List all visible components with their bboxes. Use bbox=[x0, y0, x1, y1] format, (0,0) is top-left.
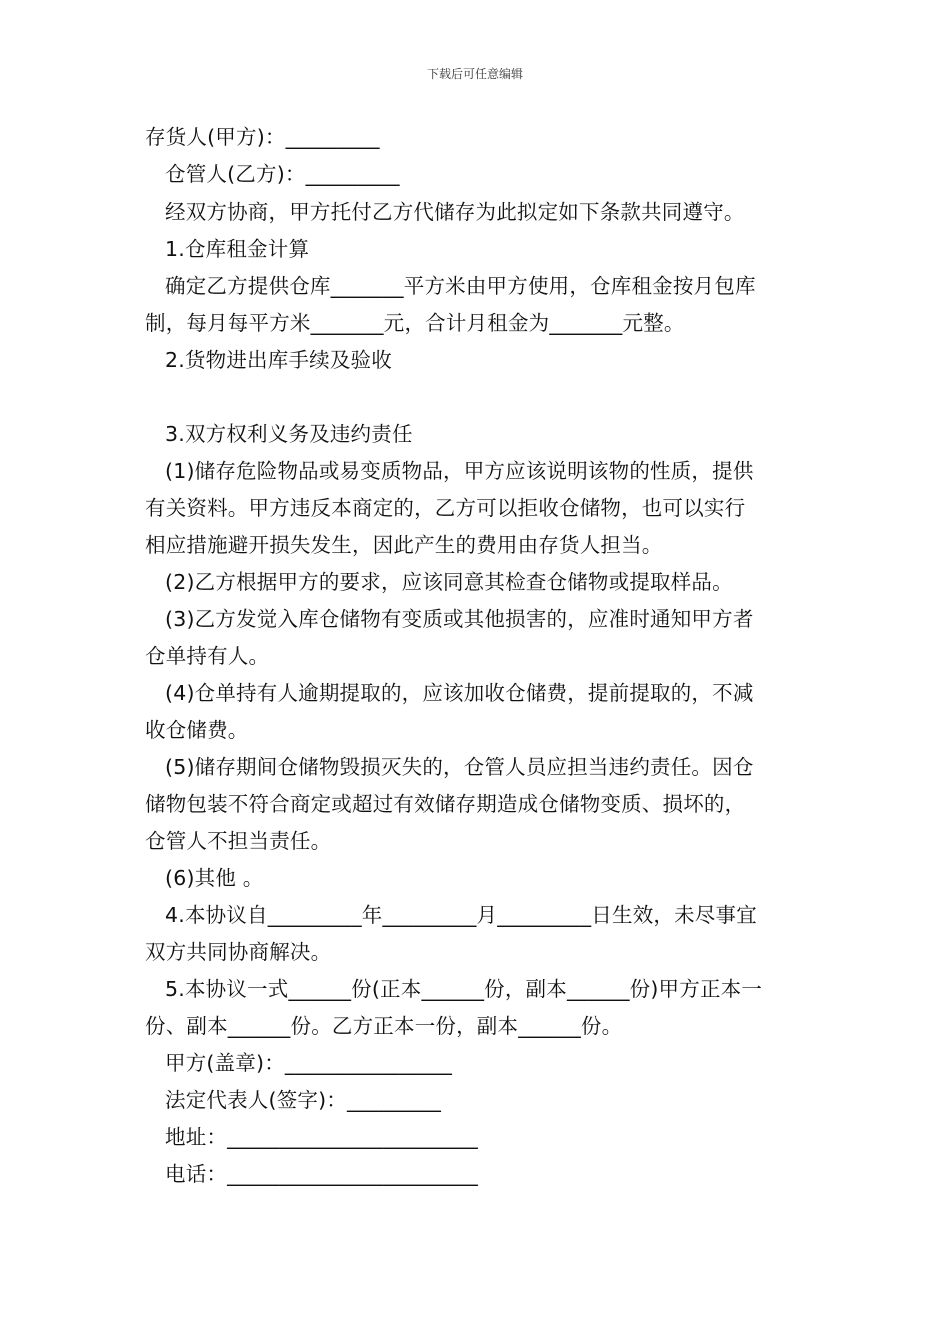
clause-1-line-1: (1)储存危险物品或易变质物品，甲方应该说明该物的性质，提供 bbox=[165, 459, 754, 483]
section-4-line-2: 双方共同协商解决。 bbox=[145, 940, 332, 964]
section-3-heading: 3.双方权利义务及违约责任 bbox=[165, 422, 413, 446]
clause-3-line-1: (3)乙方发觉入库仓储物有变质或其他损害的，应准时通知甲方者 bbox=[165, 607, 754, 631]
section-5-line-1: 5.本协议一式______份(正本______份，副本______份)甲方正本一 bbox=[165, 977, 763, 1001]
intro-paragraph: 经双方协商，甲方托付乙方代储存为此拟定如下条款共同遵守。 bbox=[165, 200, 745, 224]
clause-6-line-1: (6)其他 。 bbox=[165, 866, 264, 890]
clause-1-line-2: 有关资料。甲方违反本商定的，乙方可以拒收仓储物，也可以实行 bbox=[145, 496, 746, 520]
party-a-line: 存货人(甲方)：_________ bbox=[145, 125, 380, 149]
page-header: 下载后可任意编辑 bbox=[426, 67, 523, 81]
section-2-heading: 2.货物进出库手续及验收 bbox=[165, 348, 392, 372]
phone-line: 电话：________________________ bbox=[165, 1162, 478, 1186]
party-a-seal-line: 甲方(盖章)：________________ bbox=[165, 1051, 453, 1075]
legal-rep-signature-line: 法定代表人(签字)：_________ bbox=[165, 1088, 442, 1112]
section-1-text-line-2: 制，每月每平方米_______元，合计月租金为_______元整。 bbox=[145, 311, 685, 335]
clause-5-line-3: 仓管人不担当责任。 bbox=[145, 829, 332, 853]
clause-4-line-2: 收仓储费。 bbox=[145, 718, 249, 742]
section-1-heading: 1.仓库租金计算 bbox=[165, 237, 310, 261]
clause-5-line-1: (5)储存期间仓储物毁损灭失的，仓管人员应担当违约责任。因仓 bbox=[165, 755, 754, 779]
clause-3-line-2: 仓单持有人。 bbox=[145, 644, 270, 668]
section-5-line-2: 份、副本______份。乙方正本一份，副本______份。 bbox=[145, 1014, 623, 1038]
clause-2-line-1: (2)乙方根据甲方的要求，应该同意其检查仓储物或提取样品。 bbox=[165, 570, 733, 594]
clause-5-line-2: 储物包装不符合商定或超过有效储存期造成仓储物变质、损坏的， bbox=[145, 792, 746, 816]
section-4-line-1: 4.本协议自_________年_________月_________日生效，未尽事宜 bbox=[165, 903, 757, 927]
section-1-text-line-1: 确定乙方提供仓库_______平方米由甲方使用，仓库租金按月包库 bbox=[165, 274, 756, 298]
clause-4-line-1: (4)仓单持有人逾期提取的，应该加收仓储费，提前提取的，不减 bbox=[165, 681, 754, 705]
address-line: 地址：________________________ bbox=[165, 1125, 478, 1149]
clause-1-line-3: 相应措施避开损失发生，因此产生的费用由存货人担当。 bbox=[145, 533, 663, 557]
party-b-line: 仓管人(乙方)：_________ bbox=[165, 162, 400, 186]
